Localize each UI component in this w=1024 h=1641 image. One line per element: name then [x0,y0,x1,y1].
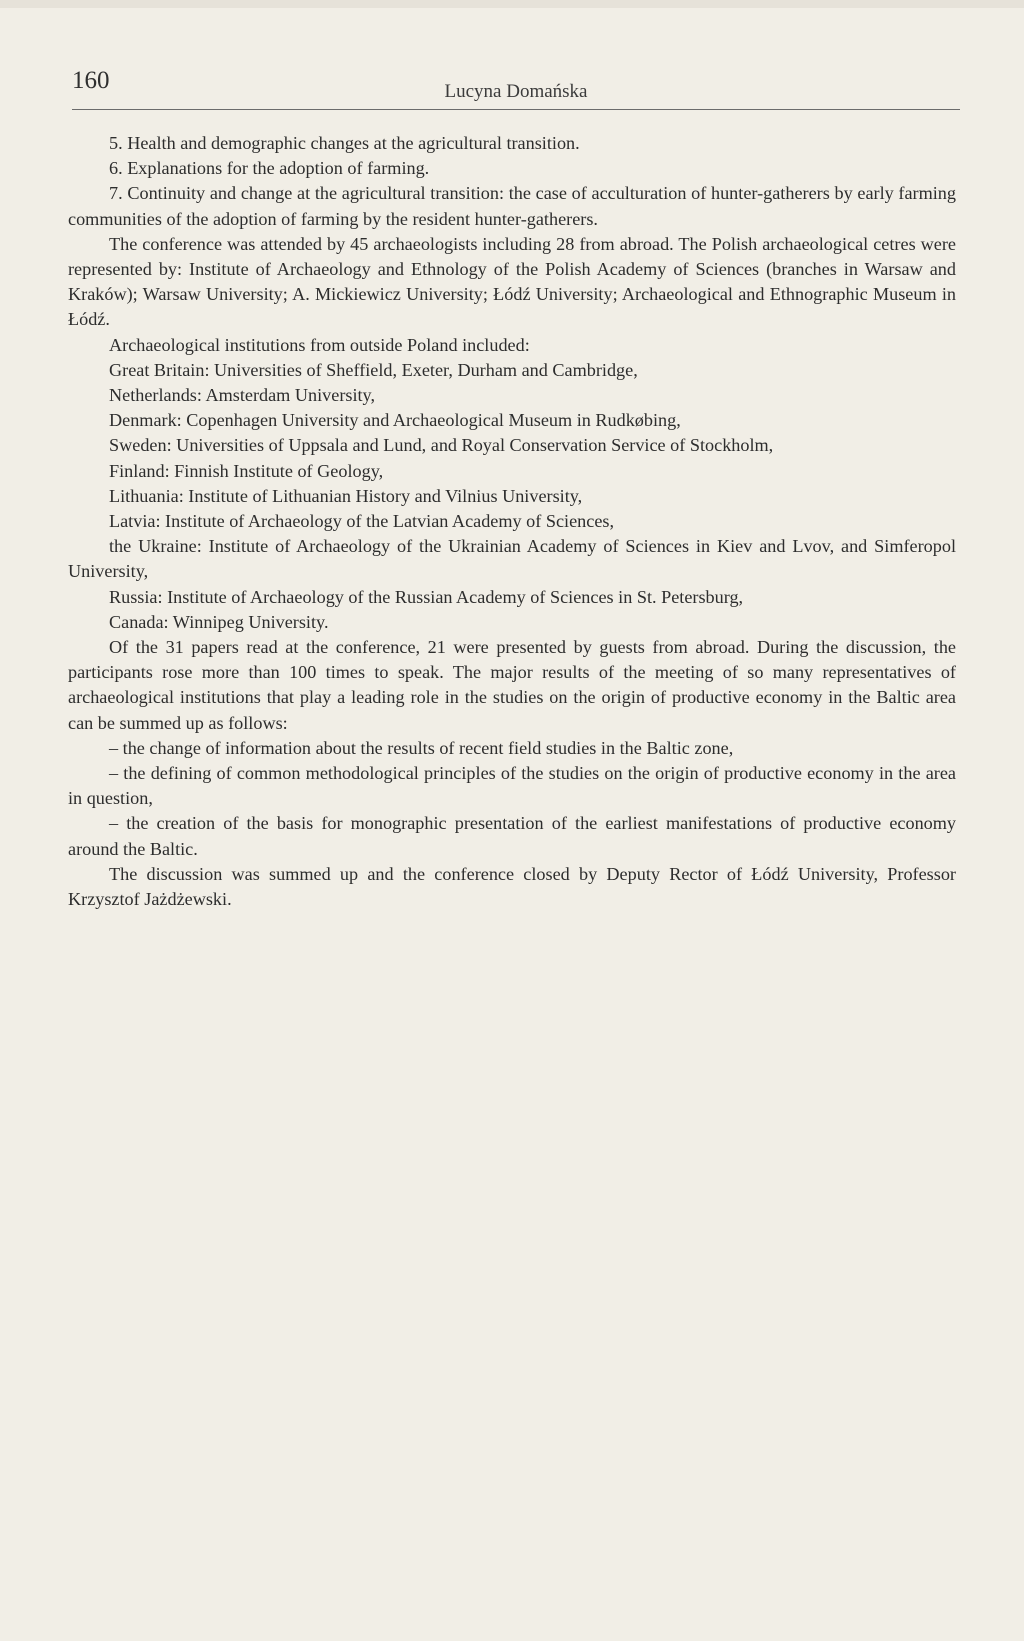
closing-paragraph: The discussion was summed up and the conference closed by Deputy Rector of Łódź University, Professor Krzysztof Jażdżewski. [68,863,956,910]
institution-item: Great Britain: Universities of Sheffield, Exeter, Durham and Cambridge, [109,359,638,380]
topic-item: 6. Explanations for the adoption of farming. [109,158,430,179]
institution-item: Lithuania: Institute of Lithuanian History and Vilnius University, [109,485,583,506]
topic-item: 5. Health and demographic changes at the agricultural transition. [109,133,580,153]
result-item: – the change of information about the results of recent field studies in the Baltic zone, [109,737,734,758]
institution-item: Russia: Institute of Archaeology of the Russian Academy of Sciences in St. Petersburg, [109,586,744,607]
institution-item: Denmark: Copenhagen University and Archaeological Museum in Rudkøbing, [109,410,681,431]
scan-edge [0,0,1024,8]
institution-item: the Ukraine: Institute of Archaeology of the Ukrainian Academy of Sciences in Kiev and Lvov, and Simferopol University, [68,536,956,582]
results-paragraph: Of the 31 papers read at the conference, 21 were presented by guests from abroad. During the discussion, the participants rose more than 100 times to speak. The major results of the meeting of so many representatives of archaeological institutions that play a leading role in the studies on the origin of productive economy in the Baltic area can be summed up as follows: [68,637,956,733]
attendance-paragraph: The conference was attended by 45 archaeologists including 28 from abroad. The Polish archaeological cetres were represented by: Institute of Archaeology and Ethnology of the Polish Academy of Sciences (branches in Warsaw and Kraków); Warsaw University; A. Mickiewicz University; Łódź University; Archaeological and Ethnographic Museum in Łódź. [68,233,956,330]
institution-item: Latvia: Institute of Archaeology of the Latvian Academy of Sciences, [109,511,615,532]
page-header [72,62,960,110]
institution-item: Netherlands: Amsterdam University, [109,385,376,406]
result-item: – the defining of common methodological principles of the studies on the origin of productive economy in the area in question, [68,763,956,809]
running-head: Lucyna Domańska [444,81,588,102]
page-number: 160 [72,67,110,94]
result-item: – the creation of the basis for monographic presentation of the earliest manifestations of productive economy around the Baltic. [68,813,956,859]
topic-item: 7. Continuity and change at the agricultural transition: the case of acculturation of hunter-gatherers by early farming communities of the adoption of farming by the resident hunter-gatherers. [68,183,956,229]
institutions-intro: Archaeological institutions from outside Poland included: [109,334,530,355]
article-body [68,131,956,912]
institution-item: Finland: Finnish Institute of Geology, [109,460,384,481]
header-rule [72,109,960,110]
institution-item: Canada: Winnipeg University. [109,611,329,632]
institution-item: Sweden: Universities of Uppsala and Lund, and Royal Conservation Service of Stockholm, [109,435,774,456]
